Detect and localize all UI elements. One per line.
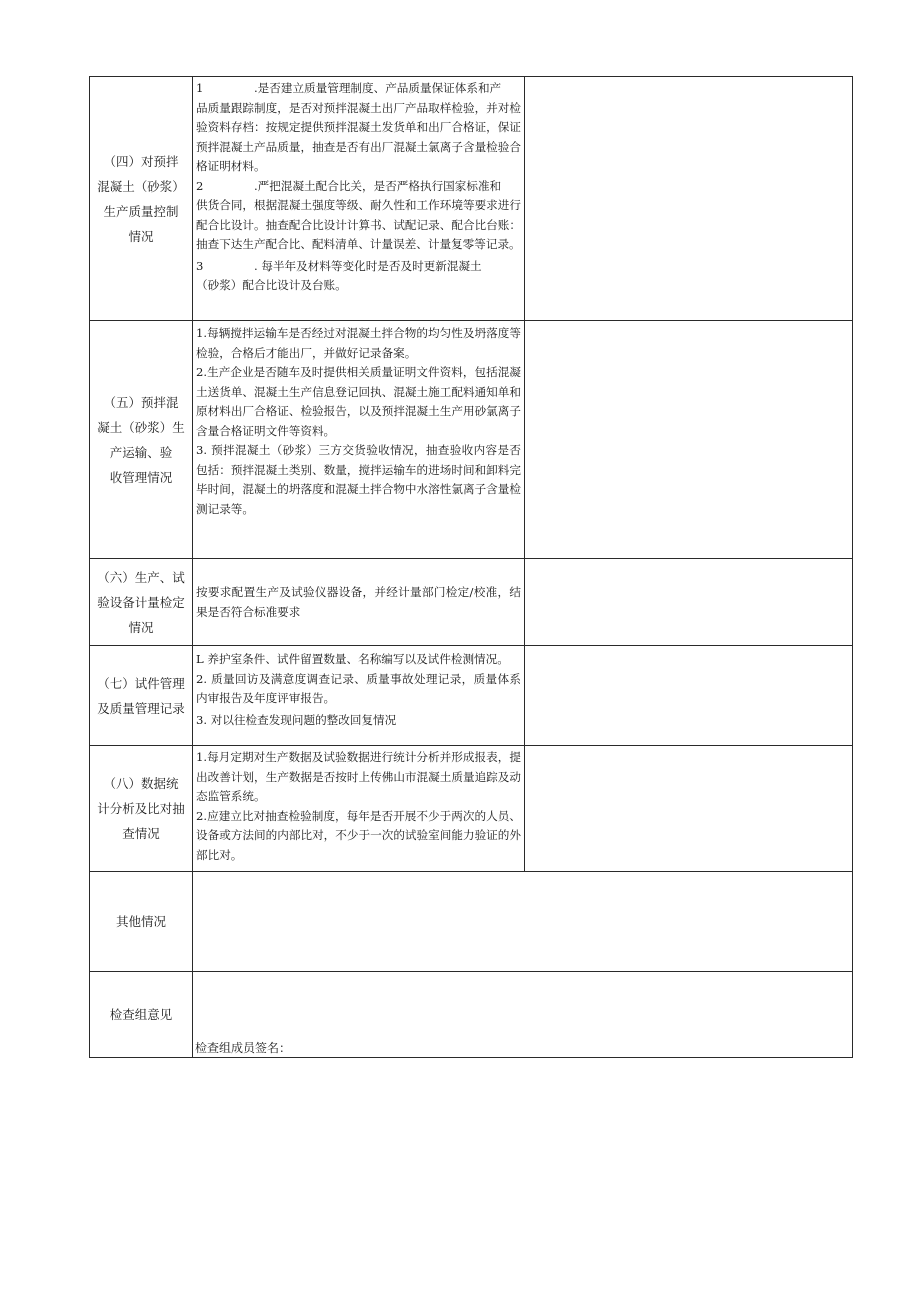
label-line: 检查组意见: [109, 1007, 173, 1022]
paragraph: 2. 质量回访及满意度调查记录、质量事故处理记录，质量体系内审报告及年度评审报告。: [196, 671, 521, 705]
label-line: 计分析及比对抽: [97, 801, 185, 816]
item-header: [196, 177, 521, 197]
label-line: 凝土（砂浆）生: [97, 419, 185, 435]
label-line: （七）试件管理: [97, 675, 185, 691]
label-line: 生产质量控制: [103, 203, 179, 219]
row-content-data-statistics: [193, 746, 524, 871]
label-line: 情况: [128, 619, 154, 635]
signature-label: 检查组成员签名：: [195, 1041, 292, 1055]
paragraph: 1.每辆搅拌运输车是否经过对混凝土拌合物的均匀性及坍落度等检验，合格后才能出厂，并做好记录备案。: [196, 326, 521, 360]
item-text: （砂浆）配合比设计及台账。: [196, 278, 347, 292]
label-line: （六）生产、试: [97, 569, 185, 585]
item-number: 3: [196, 258, 204, 273]
label-line: 情况: [128, 228, 154, 244]
result-cell-production-quality-control[interactable]: [525, 77, 852, 320]
item-text: 供货合同，根据混凝土强度等级、耐久性和工作环境等要求进行配合比设计。抽查配合比设计计算书、试配记录、配合比台账：抽查下达生产配合比、配料清单、计量误差、计量复零等记录。: [196, 198, 521, 251]
row-content-transport-acceptance: [193, 321, 524, 558]
label-line: （八）数据统: [103, 776, 179, 791]
row-label-inspection-opinion: [90, 972, 192, 1057]
item-first-line: .是否建立质量管理制度、产品质量保证体系和产: [254, 81, 502, 95]
item-text: 品质量跟踪制度，是否对预拌混凝土出厂产品取样检验，并对检验资料存档：按规定提供预拌混凝土发货单和出厂合格证，保证预拌混凝土产品质量，抽查是否有出厂混凝土氯离子含量检验合格证明材料。: [196, 100, 521, 173]
item-first-line: . 每半年及材料等变化时是否及时更新混凝土: [254, 258, 482, 273]
label-line: 验设备计量检定: [97, 594, 185, 610]
paragraph: L 养护室条件、试件留置数量、名称编写以及试件检测情况。: [196, 652, 509, 666]
item-first-line: .严把混凝土配合比关，是否严格执行国家标准和: [254, 178, 502, 193]
item-header: [196, 257, 521, 277]
item-number: 2: [196, 178, 204, 193]
row-content-equipment-calibration: [193, 559, 524, 645]
label-line: 及质量管理记录: [97, 700, 185, 716]
paragraph: 按要求配置生产及试验仪器设备，并经计量部门检定/校准，结果是否符合标准要求: [196, 585, 521, 619]
result-cell-specimen-management[interactable]: [525, 646, 852, 745]
result-cell-equipment-calibration[interactable]: [525, 559, 852, 645]
paragraph: 3. 预拌混凝土（砂浆）三方交货验收情况，抽查验收内容是否包括：预拌混凝土类别、数量，搅拌运输车的进场时间和卸料完毕时间，混凝土的坍落度和混凝土拌合物中水溶性氯离子含量检测记录等。: [196, 443, 521, 516]
item-number: 1: [196, 81, 204, 95]
label-line: 其他情况: [115, 914, 166, 929]
row-label-specimen-management: [90, 646, 192, 745]
row-label-other: [90, 872, 192, 971]
inspection-opinion-cell[interactable]: [193, 972, 852, 1057]
row-label-production-quality-control: [90, 77, 192, 320]
row-label-data-statistics: [90, 746, 192, 871]
row-label-equipment-calibration: [90, 559, 192, 645]
paragraph: 2.应建立比对抽查检验制度，每年是否开展不少于两次的人员、设备或方法间的内部比对，不少于一次的试验室间能力验证的外部比对。: [196, 808, 521, 862]
result-cell-data-statistics[interactable]: [525, 746, 852, 871]
label-line: 产运输、验: [109, 444, 173, 460]
other-content-cell[interactable]: [193, 872, 852, 971]
label-line: （四）对预拌: [103, 153, 179, 169]
item-header: [196, 79, 521, 99]
label-line: 查情况: [122, 826, 160, 841]
paragraph: 2.生产企业是否随车及时提供相关质量证明文件资料，包括混凝土送货单、混凝土生产信息登记回执、混凝土施工配料通知单和原材料出厂合格证、检验报告，以及预拌混凝土生产用砂氯离子含量合格证明文件等资料。: [196, 365, 521, 438]
row-content-specimen-management: [193, 646, 524, 745]
paragraph: 3. 对以往检查发现问题的整改回复情况: [196, 712, 397, 727]
label-line: （五）预拌混: [103, 394, 179, 410]
paragraph: 1.每月定期对生产数据及试验数据进行统计分析并形成报表，提出改善计划，生产数据是否按时上传佛山市混凝土质量追踪及动态监管系统。: [196, 750, 521, 803]
row-content-production-quality-control: [193, 77, 524, 320]
row-label-transport-acceptance: [90, 321, 192, 558]
label-line: 收管理情况: [109, 469, 173, 485]
result-cell-transport-acceptance[interactable]: [525, 321, 852, 558]
label-line: 混凝土（砂浆）: [97, 178, 185, 194]
